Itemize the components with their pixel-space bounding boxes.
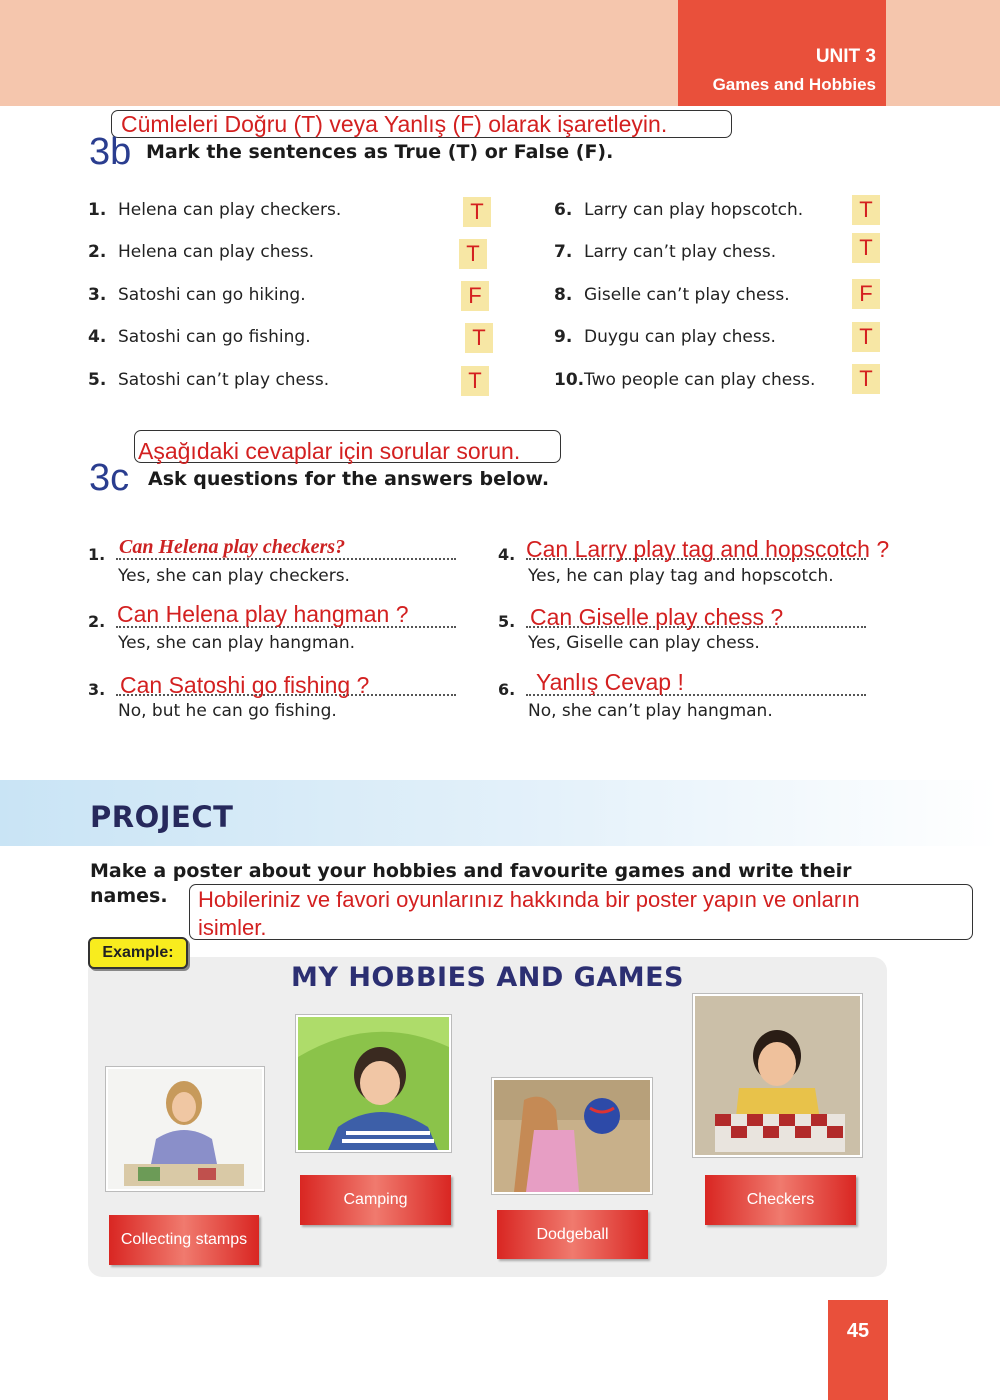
camping-photo bbox=[296, 1015, 451, 1152]
answer-box[interactable]: T bbox=[463, 197, 491, 227]
answer-box[interactable]: T bbox=[852, 322, 880, 352]
answer-box[interactable]: T bbox=[852, 195, 880, 225]
given-answer: Yes, Giselle can play chess. bbox=[528, 633, 760, 653]
boy-playing-checkers-icon bbox=[695, 996, 860, 1155]
caption-checkers: Checkers bbox=[705, 1175, 856, 1225]
project-translation: Hobileriniz ve favori oyunlarınız hakkında bir poster yapın ve onların isimler. bbox=[189, 884, 973, 940]
list-item: 2. Helena can play chess. bbox=[88, 242, 315, 262]
given-answer: Yes, he can play tag and hopscotch. bbox=[528, 566, 834, 586]
list-item: 1. Helena can play checkers. bbox=[88, 200, 342, 220]
question-number: 5. bbox=[498, 612, 516, 631]
written-question: Can Giselle play chess ? bbox=[530, 604, 784, 630]
section-3b-instruction: Mark the sentences as True (T) or False (F). bbox=[146, 141, 614, 163]
checkers-photo bbox=[693, 994, 862, 1157]
given-answer: Yes, she can play checkers. bbox=[118, 566, 350, 586]
poster-title: MY HOBBIES AND GAMES bbox=[291, 962, 684, 993]
girl-collecting-stamps-icon bbox=[108, 1069, 262, 1189]
list-item: 3. Satoshi can go hiking. bbox=[88, 285, 306, 305]
given-answer: No, she can’t play hangman. bbox=[528, 701, 773, 721]
girl-with-ball-icon bbox=[494, 1080, 650, 1192]
caption-dodgeball: Dodgeball bbox=[497, 1210, 648, 1259]
caption-camping: Camping bbox=[300, 1175, 451, 1225]
written-question: Can Helena play hangman ? bbox=[117, 601, 409, 627]
given-answer: No, but he can go fishing. bbox=[118, 701, 337, 721]
answer-box[interactable]: T bbox=[461, 366, 489, 396]
section-3c-instruction: Ask questions for the answers below. bbox=[148, 468, 550, 490]
section-3b-translation: Cümleleri Doğru (T) veya Yanlış (F) olarak işaretleyin. bbox=[111, 110, 732, 138]
list-item: 4. Satoshi can go fishing. bbox=[88, 327, 311, 347]
answer-box[interactable]: T bbox=[459, 239, 487, 269]
question-number: 2. bbox=[88, 612, 106, 631]
project-instruction: Make a poster about your hobbies and favourite games and write their bbox=[90, 860, 852, 882]
given-answer: Yes, she can play hangman. bbox=[118, 633, 355, 653]
question-number: 1. bbox=[88, 545, 106, 564]
project-title: PROJECT bbox=[90, 800, 234, 834]
project-instruction-end: names. bbox=[90, 885, 168, 907]
list-item: 8. Giselle can’t play chess. bbox=[554, 285, 790, 305]
boy-in-tent-icon bbox=[298, 1017, 449, 1150]
page-number: 45 bbox=[828, 1300, 888, 1400]
answer-box[interactable]: T bbox=[852, 233, 880, 263]
written-question: Can Satoshi go fishing ? bbox=[120, 672, 370, 698]
list-item: 9. Duygu can play chess. bbox=[554, 327, 776, 347]
written-question: Can Helena play checkers? bbox=[119, 536, 346, 558]
unit-title: UNIT 3 bbox=[815, 46, 876, 67]
answer-box[interactable]: F bbox=[852, 279, 880, 309]
unit-subtitle: Games and Hobbies bbox=[712, 75, 876, 94]
written-question: Yanlış Cevap ! bbox=[536, 669, 684, 695]
list-item: 10.Two people can play chess. bbox=[554, 370, 816, 390]
question-number: 4. bbox=[498, 545, 516, 564]
written-question: Can Larry play tag and hopscotch ? bbox=[526, 536, 890, 562]
list-item: 5. Satoshi can’t play chess. bbox=[88, 370, 330, 390]
header-strip bbox=[892, 0, 1000, 106]
section-3c-number: 3c bbox=[89, 457, 130, 499]
example-badge: Example: bbox=[88, 937, 188, 969]
dodgeball-photo bbox=[492, 1078, 652, 1194]
list-item: 7. Larry can’t play chess. bbox=[554, 242, 777, 262]
question-number: 3. bbox=[88, 680, 106, 699]
answer-box[interactable]: T bbox=[465, 323, 493, 353]
section-3b-number: 3b bbox=[89, 131, 132, 173]
unit-box bbox=[678, 0, 886, 106]
answer-box[interactable]: F bbox=[461, 281, 489, 311]
answer-box[interactable]: T bbox=[852, 364, 880, 394]
question-number: 6. bbox=[498, 680, 516, 699]
section-3c-translation: Aşağıdaki cevaplar için sorular sorun. bbox=[134, 430, 561, 463]
stamp-collecting-photo bbox=[106, 1067, 264, 1191]
list-item: 6. Larry can play hopscotch. bbox=[554, 200, 804, 220]
caption-collecting-stamps: Collecting stamps bbox=[109, 1215, 259, 1265]
